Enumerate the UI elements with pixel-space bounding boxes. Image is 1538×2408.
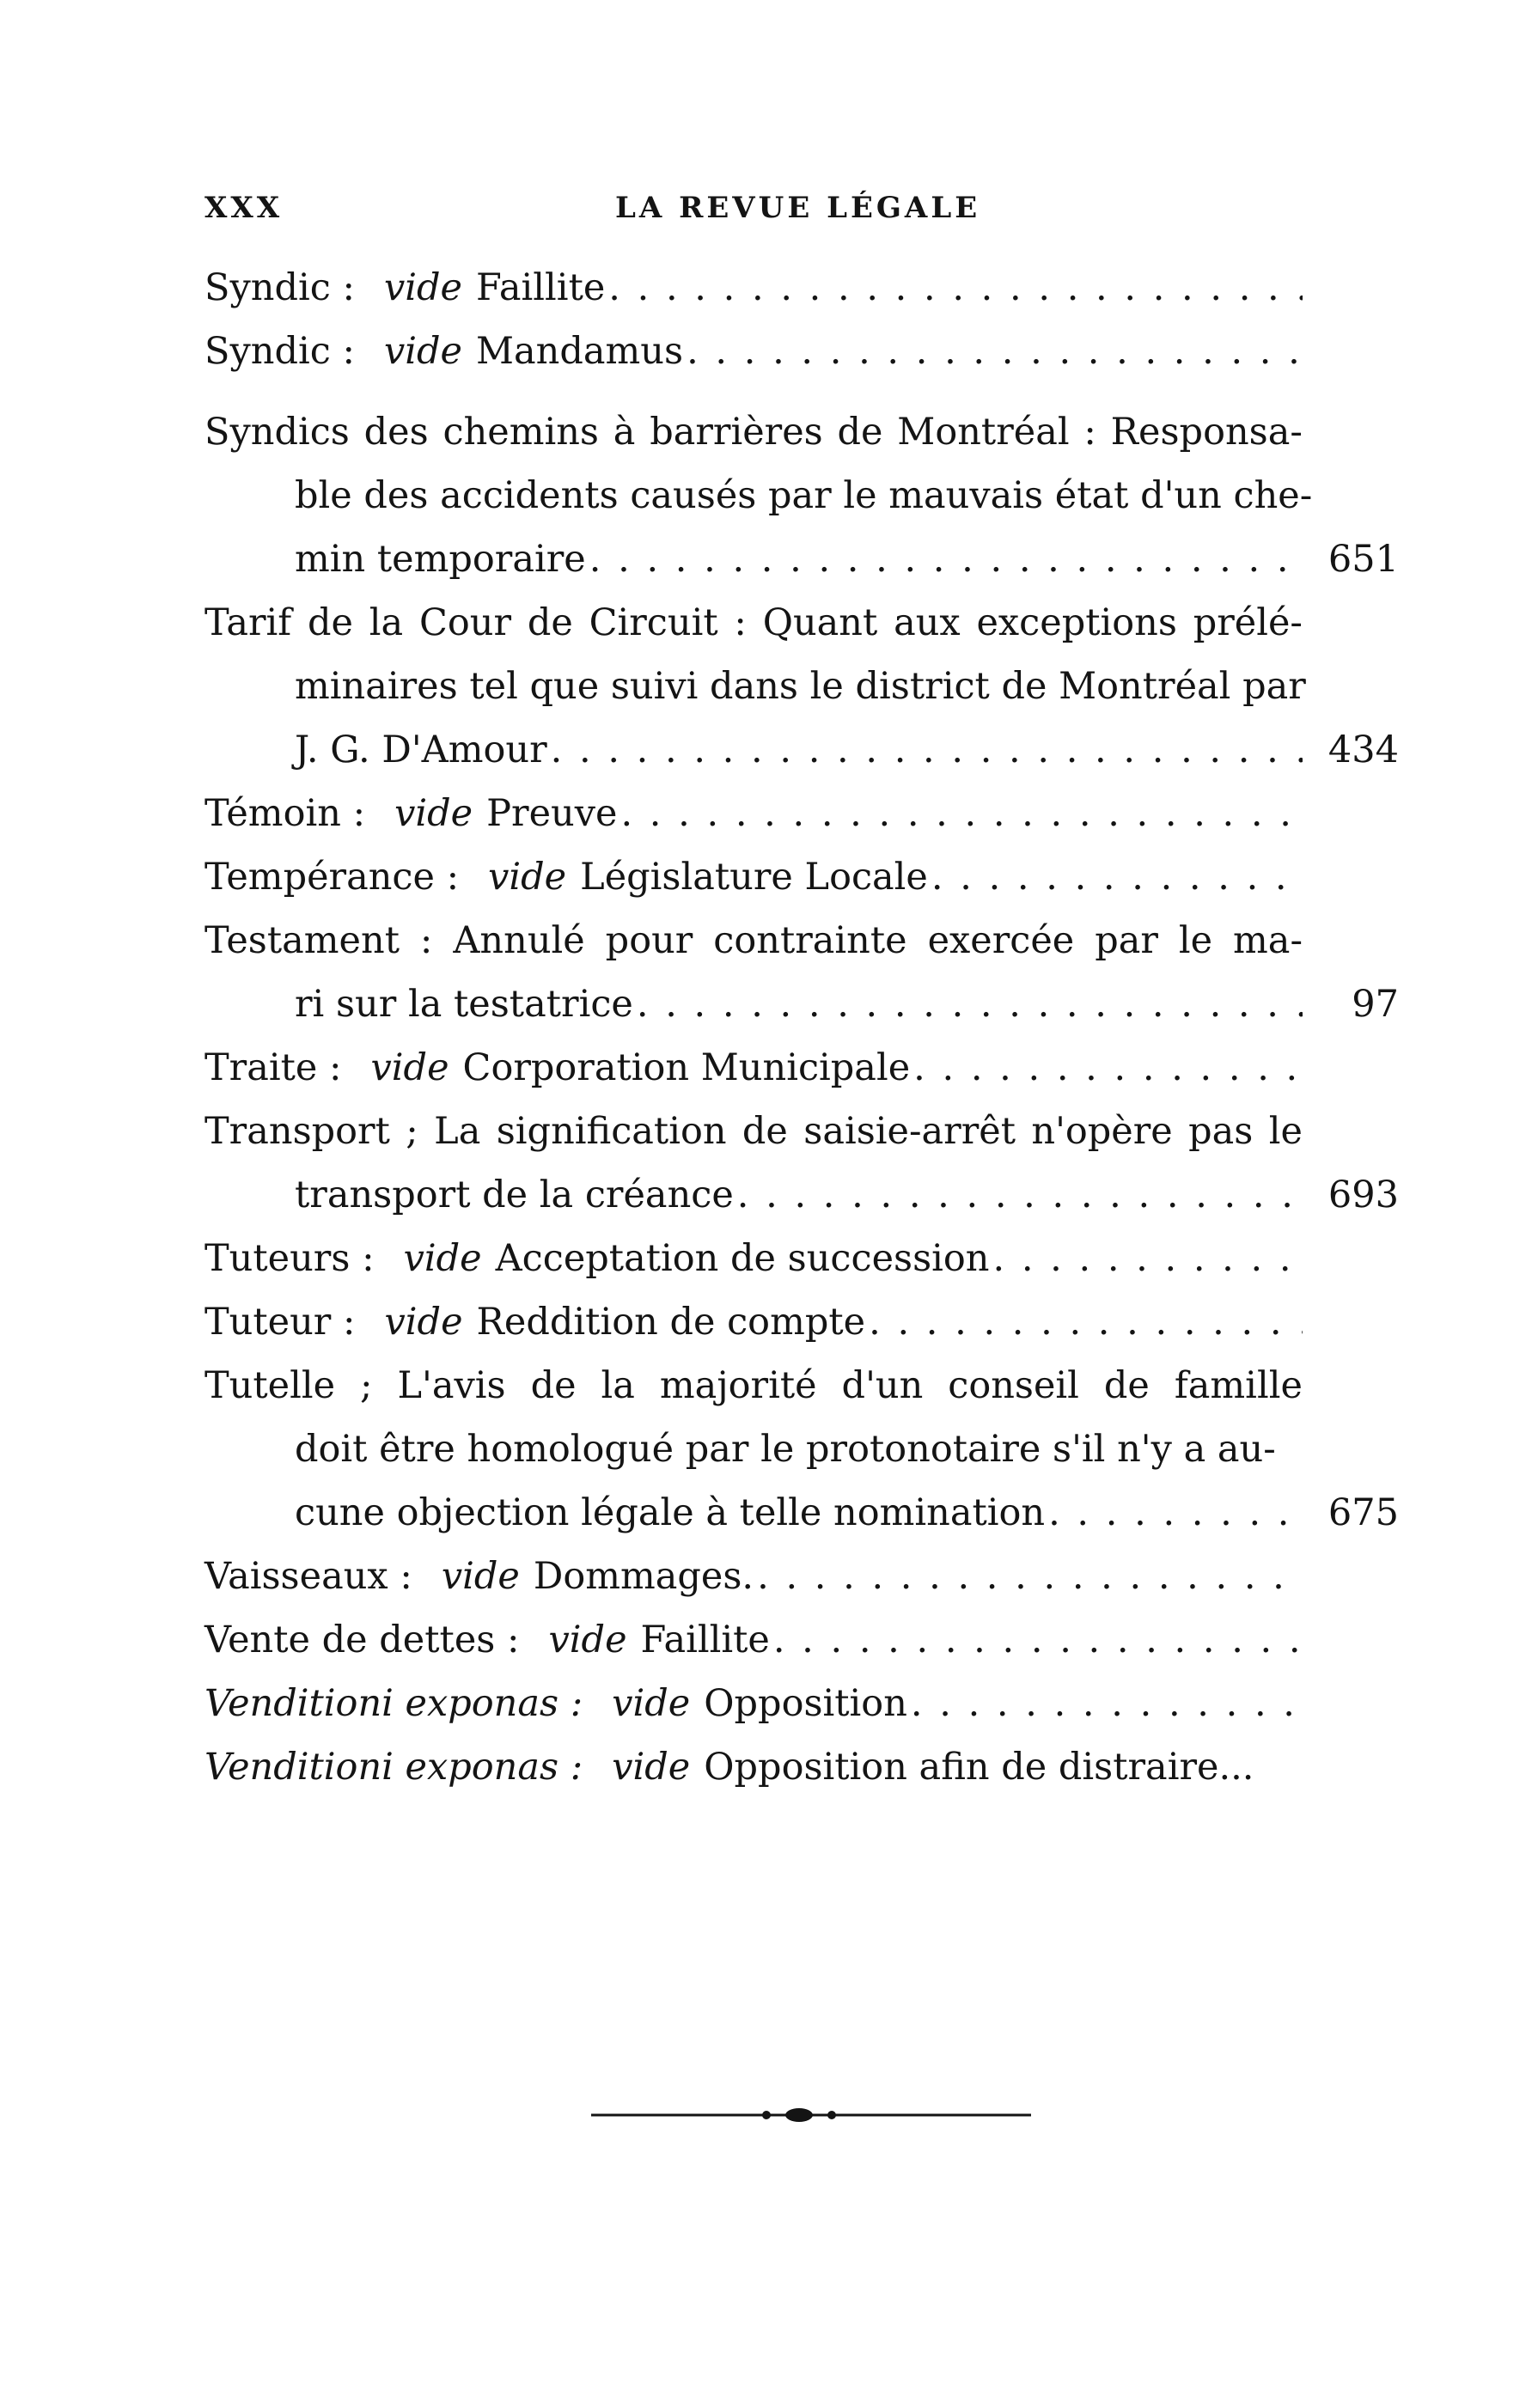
entry-target: Reddition de compte xyxy=(476,1301,866,1344)
vide-word: vide xyxy=(548,1619,627,1661)
dot-leader xyxy=(737,1163,1303,1227)
index-entry xyxy=(204,256,1399,320)
vide-word: vide xyxy=(370,1046,449,1089)
entry-target: Dommages. xyxy=(533,1555,754,1598)
index-entry xyxy=(204,400,1399,591)
index-entry xyxy=(204,1608,1399,1672)
index-entries xyxy=(204,256,1399,1799)
page-reference: 693 xyxy=(1327,1174,1399,1216)
vide-word: vide xyxy=(394,792,473,835)
vide-word: vide xyxy=(612,1746,691,1789)
entry-heading: Tuteurs : xyxy=(204,1237,375,1280)
dot-leader xyxy=(620,782,1303,845)
entry-line: Syndics des chemins à barrières de Montréal : Responsa- xyxy=(204,411,1303,454)
index-entry xyxy=(204,1036,1399,1100)
dot-leader xyxy=(637,972,1303,1036)
dot-leader xyxy=(773,1608,1303,1672)
vide-word: vide xyxy=(488,856,567,899)
entry-target: Faillite xyxy=(640,1619,770,1661)
page-reference: 651 xyxy=(1327,538,1399,581)
dot-leader xyxy=(687,320,1303,383)
index-entry xyxy=(204,1290,1399,1354)
entry-target: Opposition xyxy=(704,1682,907,1725)
entry-target: Opposition afin de distraire... xyxy=(704,1746,1254,1789)
entry-heading: Vente de dettes : xyxy=(204,1619,520,1661)
index-entry xyxy=(204,1735,1399,1799)
page-reference: 97 xyxy=(1352,983,1399,1026)
index-entry xyxy=(204,1545,1399,1608)
dot-leader xyxy=(551,718,1303,782)
page-number: XXX xyxy=(204,191,284,225)
index-entry xyxy=(204,320,1399,383)
entry-line: Testament : Annulé pour contrainte exercée par le ma- xyxy=(204,919,1303,962)
entry-heading: Tempérance : xyxy=(204,856,460,899)
entry-heading: Venditioni exponas : xyxy=(204,1682,583,1725)
entry-line: cune objection légale à telle nomination xyxy=(295,1491,1046,1534)
vide-word: vide xyxy=(383,330,462,373)
entry-target: Mandamus xyxy=(476,330,684,373)
ornamental-rule-icon xyxy=(591,2105,1031,2125)
entry-heading: Venditioni exponas : xyxy=(204,1746,583,1789)
entry-line: minaires tel que suivi dans le district de Montréal par xyxy=(295,665,1306,708)
entry-target: Faillite xyxy=(476,266,606,309)
vide-word: vide xyxy=(441,1555,520,1598)
page-reference: 675 xyxy=(1327,1491,1399,1534)
vide-word: vide xyxy=(384,1301,463,1344)
index-entry xyxy=(204,1100,1399,1227)
dot-leader xyxy=(931,845,1303,909)
running-header xyxy=(204,191,1304,239)
entry-line: doit être homologué par le protonotaire s'il n'y a au- xyxy=(295,1428,1276,1471)
entry-line: ble des accidents causés par le mauvais état d'un che- xyxy=(295,474,1313,517)
index-entry xyxy=(204,1354,1399,1545)
entry-line: J. G. D'Amour xyxy=(295,728,547,771)
index-entry xyxy=(204,909,1399,1036)
dot-leader xyxy=(869,1290,1303,1354)
vide-word: vide xyxy=(403,1237,482,1280)
index-entry xyxy=(204,782,1399,845)
vide-word: vide xyxy=(383,266,462,309)
entry-target: Corporation Municipale xyxy=(462,1046,911,1089)
index-entry xyxy=(204,845,1399,909)
index-entry xyxy=(204,1672,1399,1735)
entry-heading: Vaisseaux : xyxy=(204,1555,412,1598)
entry-line: transport de la créance xyxy=(295,1174,734,1216)
index-entry xyxy=(204,1227,1399,1290)
entry-target: Preuve xyxy=(486,792,618,835)
entry-heading: Traite : xyxy=(204,1046,342,1089)
entry-line: Transport ; La signification de saisie-arrêt n'opère pas le xyxy=(204,1110,1303,1153)
entry-line: ri sur la testatrice xyxy=(295,983,633,1026)
dot-leader xyxy=(757,1545,1303,1608)
entry-target: Législature Locale xyxy=(580,856,928,899)
entry-line: min temporaire xyxy=(295,538,586,581)
entry-heading: Syndic : xyxy=(204,266,355,309)
dot-leader xyxy=(1048,1481,1303,1545)
index-entry xyxy=(204,591,1399,782)
entry-heading: Syndic : xyxy=(204,330,355,373)
entry-line: Tutelle ; L'avis de la majorité d'un conseil de famille xyxy=(204,1364,1303,1407)
dot-leader xyxy=(992,1227,1303,1290)
vide-word: vide xyxy=(612,1682,691,1725)
dot-leader xyxy=(608,256,1303,320)
running-title: LA REVUE LÉGALE xyxy=(615,191,981,225)
entry-heading: Témoin : xyxy=(204,792,366,835)
page-reference: 434 xyxy=(1327,728,1399,771)
entry-target: Acceptation de succession xyxy=(495,1237,990,1280)
entry-line: Tarif de la Cour de Circuit : Quant aux exceptions prélé- xyxy=(204,601,1303,644)
dot-leader xyxy=(913,1036,1303,1100)
dot-leader xyxy=(589,527,1303,591)
entry-heading: Tuteur : xyxy=(204,1301,356,1344)
dot-leader xyxy=(911,1672,1303,1735)
